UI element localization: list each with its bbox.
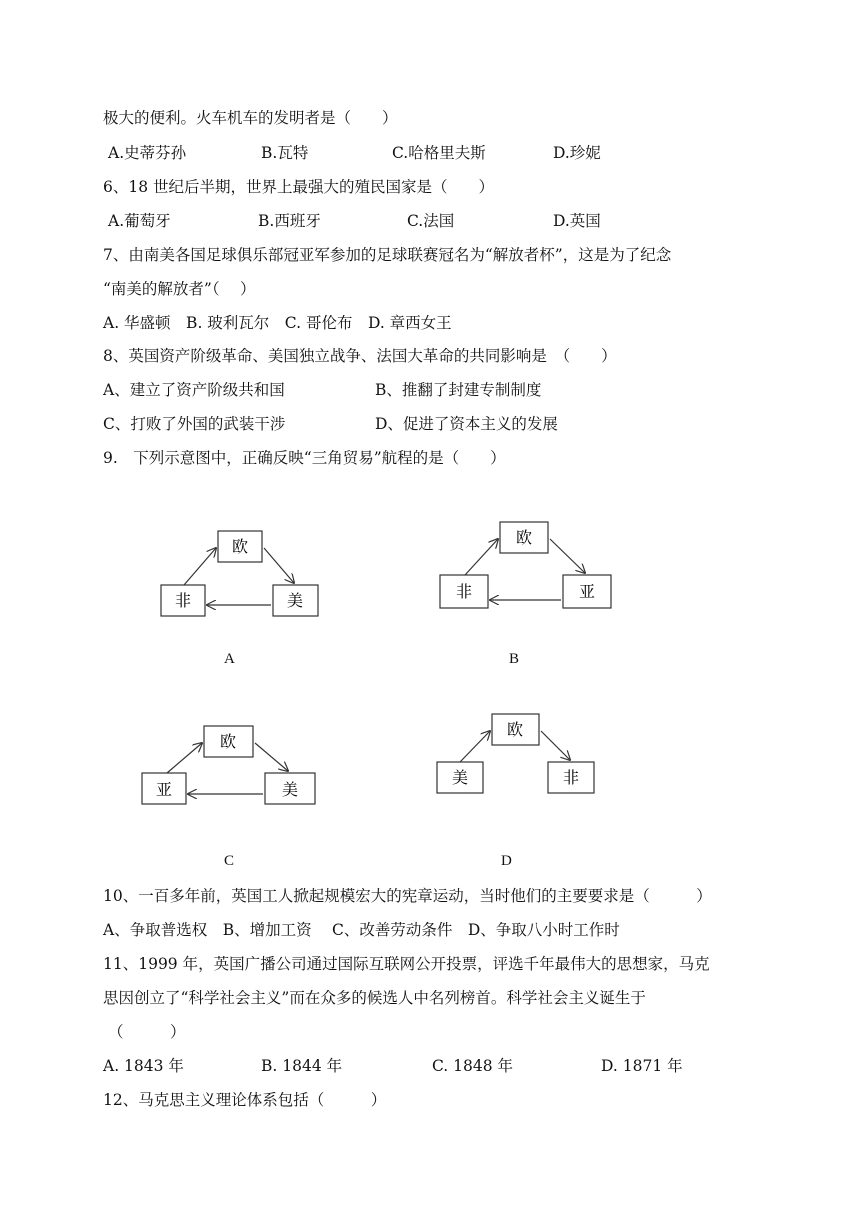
diagram-a-right-label: 美 (286, 591, 304, 610)
diagram-b[interactable] (439, 521, 613, 611)
diagram-a-left-label: 非 (174, 591, 192, 610)
diagram-d[interactable] (436, 713, 596, 795)
q6-option-a[interactable]: A.葡萄牙 (108, 212, 171, 230)
diagram-d-top-label: 欧 (506, 720, 524, 739)
q8-stem: 8、英国资产阶级革命、美国独立战争、法国大革命的共同影响是 （ ） (103, 347, 617, 365)
q11-option-d[interactable]: D. 1871 年 (601, 1057, 683, 1075)
q10-stem: 10、一百多年前，英国工人掀起规模宏大的宪章运动，当时他们的主要要求是（ ） (103, 887, 712, 905)
q11-option-b[interactable]: B. 1844 年 (261, 1057, 343, 1075)
q8-option-c[interactable]: C、打败了外国的武装干涉 (103, 415, 286, 433)
q10-options[interactable]: A、争取普选权 B、增加工资 C、改善劳动条件 D、争取八小时工作时 (103, 921, 620, 939)
diagram-c-caption: C (224, 853, 235, 869)
q5-option-b[interactable]: B.瓦特 (261, 144, 309, 162)
q11-stem-line1: 11、1999 年，英国广播公司通过国际互联网公开投票，评选千年最伟大的思想家，马克 (103, 955, 710, 973)
diagram-a-top-label: 欧 (231, 537, 249, 556)
q6-option-b[interactable]: B.西班牙 (258, 212, 321, 230)
q11-option-a[interactable]: A. 1843 年 (103, 1057, 184, 1075)
q11-stem-line2: 思因创立了“科学社会主义”而在众多的候选人中名列榜首。科学社会主义诞生于 (103, 989, 646, 1007)
diagram-b-caption: B (509, 651, 520, 667)
diagram-d-caption: D (501, 853, 512, 869)
diagram-b-left-label: 非 (455, 582, 473, 601)
q8-option-d[interactable]: D、促进了资本主义的发展 (375, 415, 558, 433)
q7-stem-line1: 7、由南美各国足球俱乐部冠亚军参加的足球联赛冠名为“解放者杯”，这是为了纪念 (103, 246, 672, 264)
diagram-c-top-label: 欧 (219, 732, 237, 751)
diagram-a-caption: A (224, 651, 235, 667)
q11-stem-line3: （ ） (108, 1023, 186, 1041)
q11-option-c[interactable]: C. 1848 年 (432, 1057, 514, 1075)
diagram-b-top-label: 欧 (515, 528, 533, 547)
q5-stem-tail: 极大的便利。火车机车的发明者是（ ） (103, 109, 398, 127)
q8-option-b[interactable]: B、推翻了封建专制制度 (375, 381, 542, 399)
q6-stem: 6、18 世纪后半期，世界上最强大的殖民国家是（ ） (103, 178, 495, 196)
diagram-a[interactable] (160, 530, 320, 618)
diagram-c-right-label: 美 (281, 780, 299, 799)
diagram-c[interactable] (141, 725, 317, 807)
q8-option-a[interactable]: A、建立了资产阶级共和国 (103, 381, 285, 399)
diagram-c-left-label: 亚 (155, 780, 173, 799)
q7-stem-line2: “南美的解放者”（ ） (103, 280, 256, 298)
q6-option-d[interactable]: D.英国 (553, 212, 601, 230)
q12-stem: 12、马克思主义理论体系包括（ ） (103, 1091, 387, 1109)
diagram-b-right-label: 亚 (578, 582, 596, 601)
q9-stem: 9. 下列示意图中，正确反映“三角贸易”航程的是（ ） (103, 449, 506, 467)
q5-option-c[interactable]: C.哈格里夫斯 (392, 144, 486, 162)
q6-option-c[interactable]: C.法国 (407, 212, 455, 230)
q7-options[interactable]: A. 华盛顿 B. 玻利瓦尔 C. 哥伦布 D. 章西女王 (103, 314, 452, 332)
diagram-d-right-label: 非 (562, 768, 580, 787)
q5-option-d[interactable]: D.珍妮 (553, 144, 601, 162)
diagram-d-left-label: 美 (451, 768, 469, 787)
q5-option-a[interactable]: A.史蒂芬孙 (108, 144, 187, 162)
